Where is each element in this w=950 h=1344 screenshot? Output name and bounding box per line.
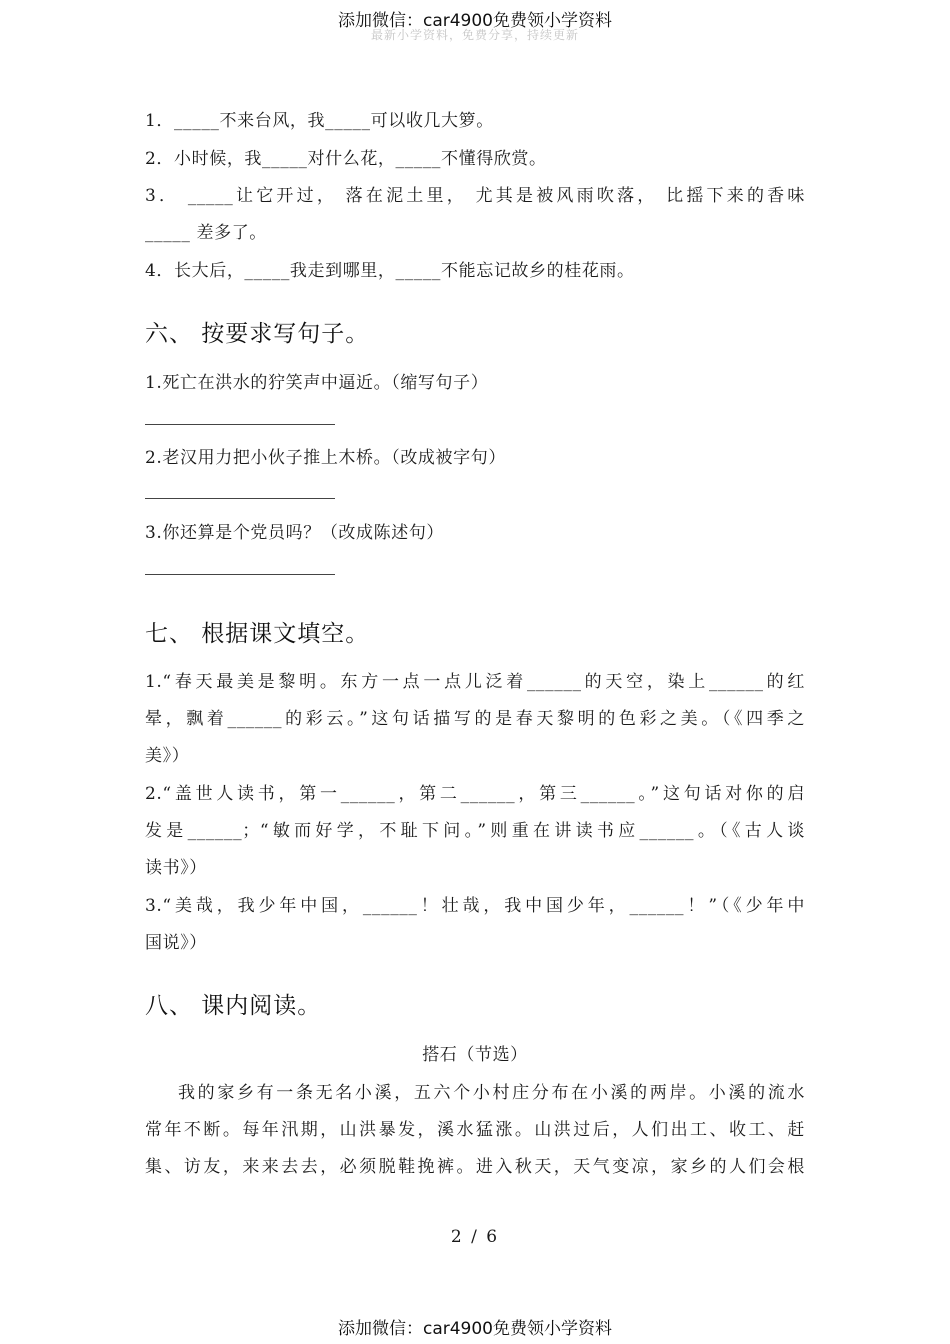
sentence-task-2: 2.老汉用力把小伙子推上木桥。（改成被字句）: [145, 448, 506, 468]
passage-line-1: 我的家乡有一条无名小溪，五六个小村庄分布在小溪的两岸。小溪的流水: [178, 1083, 805, 1103]
sentence-task-1: 1.死亡在洪水的狞笑声中逼近。（缩写句子）: [145, 373, 489, 393]
page-number: 2 / 6: [450, 1227, 500, 1247]
recall-line-2: 晕，飘着______的彩云。”这句话描写的是春天黎明的色彩之美。（《四季之: [145, 709, 805, 729]
answer-line-3[interactable]: [145, 574, 335, 575]
passage-line-2: 常年不断。每年汛期，山洪暴发，溪水猛涨。山洪过后，人们出工、收工、赶: [145, 1120, 805, 1140]
recall-line-6: 读书》）: [145, 858, 207, 878]
recall-line-5: 发是______；“敏而好学，不耻下问。”则重在讲读书应______。（《古人谈: [145, 821, 805, 841]
passage-title: 搭石（节选）: [422, 1045, 528, 1065]
answer-line-1[interactable]: [145, 424, 335, 425]
fill-line-3: 3． _____让它开过， 落在泥土里， 尤其是被风雨吹落， 比摇下来的香味: [145, 186, 805, 206]
recall-line-8: 国说》）: [145, 933, 207, 953]
answer-line-2[interactable]: [145, 498, 335, 499]
watermark-ghost: 最新小学资料，免费分享，持续更新: [370, 28, 579, 42]
section-7-heading: 七、 根据课文填空。: [145, 621, 370, 647]
passage-line-3: 集、访友，来来去去，必须脱鞋挽裤。进入秋天，天气变凉，家乡的人们会根: [145, 1157, 805, 1177]
fill-line-2: 2．小时候，我_____对什么花，_____不懂得欣赏。: [145, 149, 547, 169]
section-6-heading: 六、 按要求写句子。: [145, 321, 370, 347]
fill-line-3-cont: _____ 差多了。: [145, 223, 267, 243]
fill-line-4: 4．长大后，_____我走到哪里，_____不能忘记故乡的桂花雨。: [145, 261, 635, 281]
recall-line-7: 3.“美哉，我少年中国，______！壮哉，我中国少年，______！”（《少年中: [145, 896, 805, 916]
sentence-task-3: 3.你还算是个党员吗？（改成陈述句）: [145, 523, 445, 543]
watermark-top: 添加微信：car4900免费领小学资料: [337, 11, 613, 31]
fill-line-1: 1．_____不来台风，我_____可以收几大箩。: [145, 111, 494, 131]
recall-line-3: 美》）: [145, 746, 190, 766]
recall-line-1: 1.“春天最美是黎明。东方一点一点儿泛着______的天空，染上______的红: [145, 672, 805, 692]
watermark-bottom: 添加微信：car4900免费领小学资料: [337, 1319, 613, 1339]
recall-line-4: 2.“盖世人读书，第一______，第二______，第三______。”这句话对你的启: [145, 784, 805, 804]
section-8-heading: 八、 课内阅读。: [145, 993, 322, 1019]
